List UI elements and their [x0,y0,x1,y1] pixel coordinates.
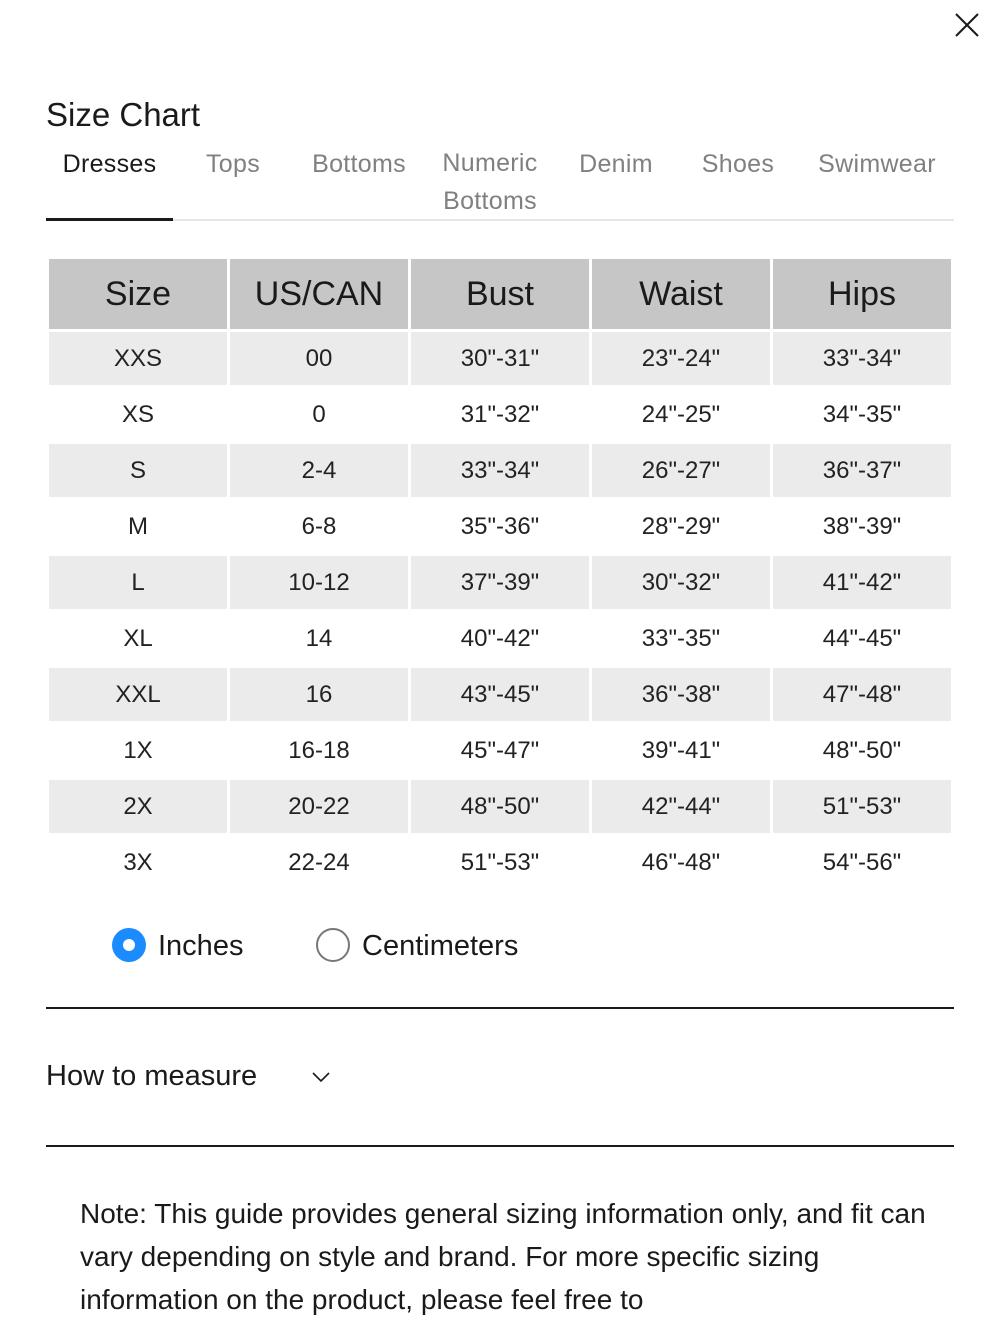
table-row [49,612,951,665]
table-header-row [49,259,951,329]
tab-numeric-bottoms[interactable]: Numeric Bottoms [442,149,538,215]
cell-size: S [49,444,227,497]
header-size: Size [49,259,227,329]
header-us-can: US/CAN [230,259,408,329]
cell-size: 1X [123,736,153,764]
cell-us-can: 22-24 [288,848,350,876]
divider [46,1007,954,1009]
note-text: This guide provides general sizing information only, and fit can vary depending on style and brand. For more specific sizing information on the product, please feel free to [80,1198,926,1315]
cell-size: L [49,556,227,609]
note-prefix: Note: [80,1198,147,1229]
table-row [49,724,951,777]
cell-bust: 45"-47" [460,736,540,764]
table-row [49,444,951,497]
cell-waist: 39"-41" [641,736,721,764]
cell-us-can: 00 [230,332,408,385]
how-to-measure-toggle[interactable] [46,1056,446,1102]
cell-us-can: 0 [312,400,326,428]
cell-waist: 26"-27" [592,444,770,497]
cell-bust: 31"-32" [460,400,540,428]
tab-swimwear[interactable]: Swimwear [818,150,936,178]
cell-waist: 24"-25" [641,400,721,428]
close-icon [950,8,984,42]
cell-bust: 43"-45" [411,668,589,721]
table-row [49,388,951,441]
centimeters-option[interactable] [316,926,546,970]
sizing-note [80,1192,940,1321]
cell-hips: 38"-39" [822,512,902,540]
close-button[interactable] [950,8,984,42]
cell-bust: 35"-36" [460,512,540,540]
cell-size: M [128,512,148,540]
cell-size: 2X [49,780,227,833]
cell-waist: 33"-35" [641,624,721,652]
cell-hips: 44"-45" [822,624,902,652]
centimeters-radio[interactable] [316,928,350,962]
cell-size: XL [123,624,153,652]
tabs-divider [46,219,954,221]
table-row [49,668,951,721]
cell-us-can: 16 [230,668,408,721]
cell-bust: 37"-39" [411,556,589,609]
cell-hips: 41"-42" [773,556,951,609]
cell-us-can: 20-22 [230,780,408,833]
cell-us-can: 2-4 [230,444,408,497]
header-bust: Bust [411,259,589,329]
cell-bust: 40"-42" [460,624,540,652]
header-hips: Hips [773,259,951,329]
cell-size: XXL [49,668,227,721]
cell-bust: 30"-31" [411,332,589,385]
inches-label: Inches [158,930,244,962]
cell-size: XS [121,400,154,428]
table-row [49,780,951,833]
how-to-measure-label: How to measure [46,1060,258,1092]
tab-denim[interactable]: Denim [579,150,653,178]
cell-waist: 46"-48" [641,848,721,876]
cell-us-can: 10-12 [230,556,408,609]
size-chart-table [46,256,954,892]
cell-us-can: 6-8 [301,512,337,540]
cell-bust: 48"-50" [411,780,589,833]
cell-size: 3X [123,848,153,876]
cell-hips: 54"-56" [822,848,902,876]
tab-shoes[interactable]: Shoes [701,150,775,178]
divider [46,1145,954,1147]
centimeters-label: Centimeters [362,930,519,962]
page-title: Size Chart [46,96,201,133]
cell-waist: 23"-24" [592,332,770,385]
cell-hips: 36"-37" [773,444,951,497]
cell-bust: 33"-34" [411,444,589,497]
table-row [49,500,951,553]
table-row [49,556,951,609]
cell-us-can: 16-18 [288,736,350,764]
cell-hips: 34"-35" [822,400,902,428]
cell-hips: 33"-34" [773,332,951,385]
cell-waist: 30"-32" [592,556,770,609]
cell-bust: 51"-53" [460,848,540,876]
tab-bottoms[interactable]: Bottoms [312,150,406,178]
category-tabs [46,140,954,222]
cell-waist: 28"-29" [641,512,721,540]
chevron-down-icon [310,1068,332,1086]
cell-size: XXS [49,332,227,385]
cell-waist: 36"-38" [592,668,770,721]
inches-option[interactable] [112,926,262,970]
inches-radio[interactable] [112,928,146,962]
header-waist: Waist [592,259,770,329]
cell-hips: 51"-53" [773,780,951,833]
tab-tops[interactable]: Tops [205,150,260,178]
active-tab-indicator [46,218,173,221]
tab-dresses[interactable]: Dresses [62,150,157,178]
table-row [49,332,951,385]
unit-selector [112,926,712,970]
cell-waist: 42"-44" [592,780,770,833]
cell-us-can: 14 [305,624,333,652]
table-row [49,836,951,889]
cell-hips: 48"-50" [822,736,902,764]
cell-hips: 47"-48" [773,668,951,721]
